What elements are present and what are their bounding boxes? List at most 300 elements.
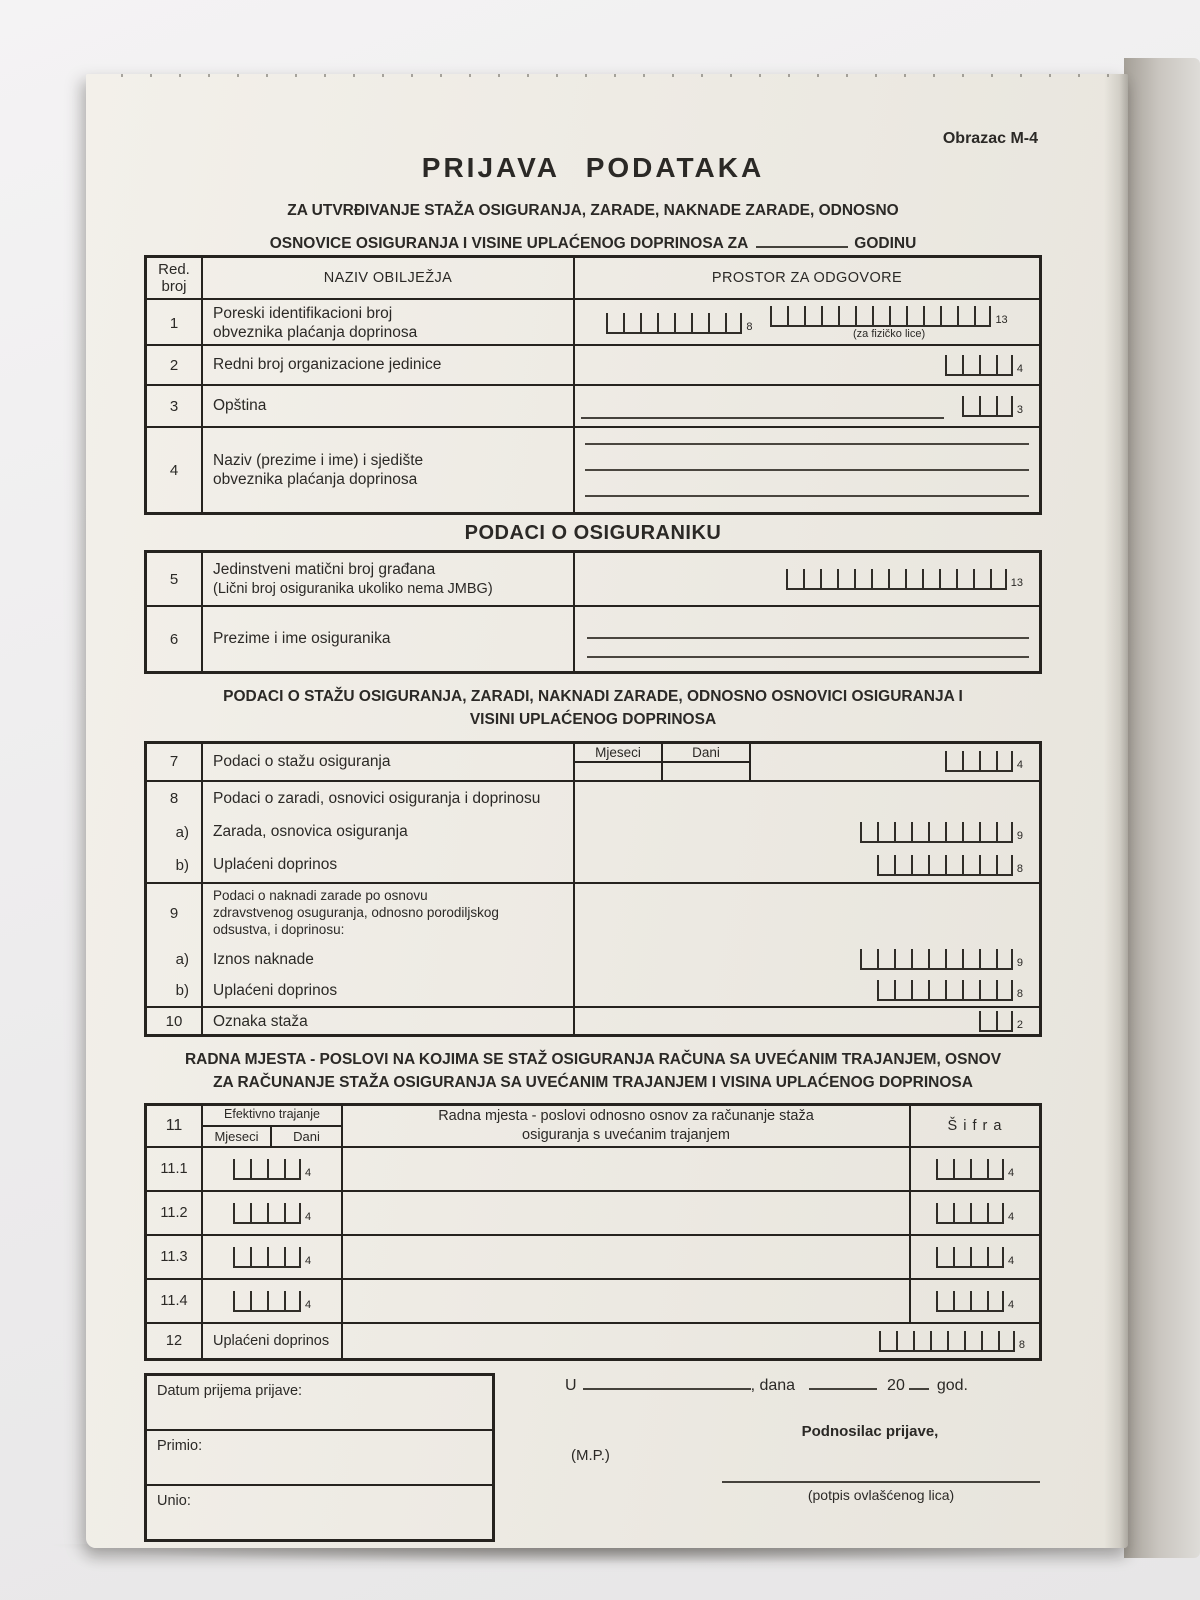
comb-cell — [854, 569, 871, 588]
subtable-header-mjeseci: Mjeseci — [575, 744, 663, 763]
form-content — [144, 74, 1042, 1542]
row-num: 12 — [147, 1324, 203, 1358]
comb-cells — [786, 569, 1007, 590]
row-12-doprinos — [147, 1324, 1039, 1358]
row-answer — [575, 553, 1039, 605]
subtable-header-dani: Dani — [663, 744, 751, 763]
comb-cells — [233, 1291, 301, 1312]
comb-cell — [250, 1159, 267, 1178]
row-6-prezime-ime — [147, 607, 1039, 671]
comb-cell — [804, 306, 821, 325]
opstina-write-line — [581, 417, 944, 419]
comb-cell — [922, 569, 939, 588]
row-answer — [575, 386, 1039, 426]
row-label: Iznos naknade — [203, 944, 575, 976]
radno-mjesto-cell — [343, 1236, 911, 1278]
row-answer — [575, 976, 1039, 1006]
comb-cell — [979, 855, 996, 874]
comb-cell-count-label: 8 — [746, 320, 753, 333]
comb-cell — [939, 569, 956, 588]
form-sheet — [86, 74, 1128, 1548]
comb-cell — [970, 1203, 987, 1222]
header-11: 11 — [147, 1106, 203, 1146]
header-radna-mjesta-desc — [343, 1106, 911, 1146]
section-staz-line1: PODACI O STAŽU OSIGURANJA, ZARADI, NAKNADI ZARADE, ODNOSNO OSNOVICI OSIGURANJA I — [223, 688, 963, 705]
comb-oznaka-staza — [979, 1011, 1023, 1032]
comb-cell — [962, 822, 979, 841]
comb-cell — [250, 1247, 267, 1266]
row-answer — [575, 816, 1039, 849]
comb-cell — [860, 949, 877, 968]
sifra-cell — [911, 1148, 1039, 1190]
comb-cell — [973, 569, 990, 588]
comb-cell — [877, 855, 894, 874]
comb-cells — [233, 1247, 301, 1268]
comb-cell — [913, 1331, 930, 1350]
row-num: b) — [147, 976, 203, 1006]
row-label-line2: zdravstvenog osuguranja, odnosno porodiljskog — [213, 905, 499, 921]
year-prefix: 20 — [887, 1377, 905, 1394]
comb-cell — [906, 306, 923, 325]
comb-cell — [896, 1331, 913, 1350]
row-num: 3 — [147, 386, 203, 426]
row-answer — [575, 944, 1039, 976]
row-label — [203, 553, 575, 605]
comb-cell — [872, 306, 889, 325]
row-answer — [575, 300, 1039, 347]
comb-cell — [945, 751, 962, 770]
comb-cell — [979, 980, 996, 999]
comb-cell — [233, 1247, 250, 1266]
comb-cell — [953, 1247, 970, 1266]
comb-cell — [996, 396, 1013, 415]
row-answer — [575, 884, 1039, 944]
header-prostor-za-odgovore: PROSTOR ZA ODGOVORE — [711, 270, 903, 286]
comb-cell — [979, 355, 996, 374]
comb-cells — [877, 855, 1013, 876]
comb-cell-count-label: 4 — [1007, 1298, 1015, 1311]
row-label-line1: Jedinstveni matični broj građana — [213, 561, 436, 579]
table-osiguranik — [144, 550, 1042, 674]
comb-sifra-11-4 — [936, 1291, 1014, 1312]
row-num: 5 — [147, 553, 203, 605]
row-num: 8 — [147, 782, 203, 816]
comb-cell — [940, 306, 957, 325]
comb-cell — [233, 1159, 250, 1178]
comb-cell — [674, 313, 691, 332]
year-write-line-short — [909, 1388, 929, 1390]
efektivno-trajanje-label: Efektivno trajanje — [203, 1106, 341, 1127]
comb-cell — [911, 980, 928, 999]
comb-cell — [838, 306, 855, 325]
comb-cell — [987, 1291, 1004, 1310]
comb-cells — [877, 980, 1013, 1001]
unio-row: Unio: — [157, 1493, 191, 1509]
comb-cell-count-label: 4 — [1016, 759, 1023, 771]
row-11-4 — [147, 1280, 1039, 1324]
row-label: Uplaćeni doprinos — [203, 1324, 343, 1358]
row-4-naziv-sjediste — [147, 428, 1039, 512]
place-u-label: U — [565, 1377, 577, 1394]
datum-prijema-row: Datum prijema prijave: — [147, 1376, 492, 1431]
form-subtitle-line1: ZA UTVRĐIVANJE STAŽA OSIGURANJA, ZARADE, NAKNADE ZARADE, ODNOSNO — [287, 202, 899, 219]
comb-opstina — [962, 396, 1023, 417]
comb-cell — [284, 1247, 301, 1266]
desc-line2: osiguranja s uvećanim trajanjem — [522, 1127, 730, 1143]
comb-iznos-naknade — [860, 949, 1023, 970]
form-title: PRIJAVA PODATAKA — [421, 152, 765, 183]
row-num: 4 — [147, 428, 203, 512]
comb-pib-13 — [770, 306, 1007, 327]
comb-cell — [953, 1291, 970, 1310]
comb-cells — [860, 949, 1013, 970]
mjeseci-dani-header — [203, 1127, 341, 1146]
section-radna-line1: RADNA MJESTA - POSLOVI NA KOJIMA SE STAŽ OSIGURANJA RAČUNA SA UVEĆANIM TRAJANJEM, OSNOV — [184, 1050, 1002, 1068]
comb-cell — [964, 1331, 981, 1350]
sifra-cell — [911, 1192, 1039, 1234]
comb-trajanje-11-3 — [233, 1247, 311, 1268]
comb-cell — [911, 949, 928, 968]
comb-cell — [979, 396, 996, 415]
comb-cell-count-label: 9 — [1016, 829, 1023, 842]
write-line — [587, 656, 1029, 658]
subtable-cell-mjeseci — [575, 763, 663, 780]
primio-row: Primio: — [147, 1431, 492, 1486]
comb-cell — [979, 822, 996, 841]
header-dani: Dani — [293, 1129, 320, 1144]
comb-cell — [996, 980, 1013, 999]
comb-cells — [936, 1291, 1004, 1312]
comb-cell — [956, 569, 973, 588]
subtable-cell-dani — [663, 763, 751, 780]
row-8-zarada-header — [147, 782, 1039, 816]
row-label — [203, 428, 575, 512]
comb-cell-count-label: 4 — [304, 1298, 312, 1311]
comb-cell — [267, 1159, 284, 1178]
trajanje-cell — [203, 1236, 343, 1278]
comb-cell — [996, 751, 1013, 770]
row-label-line1: Naziv (prezime i ime) i sjedište — [213, 451, 424, 469]
day-write-line — [809, 1388, 877, 1390]
comb-cell — [725, 313, 742, 332]
comb-cell — [979, 751, 996, 770]
trajanje-cell — [203, 1148, 343, 1190]
comb-cell — [996, 949, 1013, 968]
mjeseci-dani-subtable — [575, 744, 751, 780]
comb-cells — [936, 1247, 1004, 1268]
row-label-line2: obveznika plaćanja doprinosa — [213, 324, 418, 342]
comb-cell — [998, 1331, 1015, 1350]
comb-uplaceni-doprinos-8 — [877, 855, 1023, 876]
row-label-line3: odsustva, i doprinosu: — [213, 921, 345, 937]
row-11-1 — [147, 1148, 1039, 1192]
comb-cell — [786, 569, 803, 588]
row-10-oznaka-staza — [147, 1008, 1039, 1034]
comb-staz — [945, 751, 1023, 772]
row-8a-zarada — [147, 816, 1039, 849]
comb-cell — [987, 1203, 1004, 1222]
comb-trajanje-11-2 — [233, 1203, 311, 1224]
row-answer — [575, 1008, 1039, 1035]
year-write-line — [756, 246, 848, 248]
pib-note: (za fizičko lice) — [853, 328, 926, 341]
row-label: Zarada, osnovica osiguranja — [203, 816, 575, 849]
trajanje-cell — [203, 1280, 343, 1322]
row-2-org-jedinica — [147, 346, 1039, 386]
comb-cell — [987, 1247, 1004, 1266]
header-naziv-obiljezja: NAZIV OBILJEŽJA — [203, 258, 575, 298]
comb-cell — [770, 306, 787, 325]
comb-cell — [877, 822, 894, 841]
row-label: Opština — [203, 386, 575, 426]
row-num: 6 — [147, 607, 203, 671]
comb-cell — [970, 1291, 987, 1310]
comb-cells — [879, 1331, 1015, 1352]
god-label: god. — [936, 1377, 968, 1394]
pad-backing-pages — [1124, 58, 1200, 1558]
table-staz-zarada — [144, 741, 1042, 1037]
row-label-line2: obveznika plaćanja doprinosa — [213, 471, 418, 488]
row-answer — [575, 428, 1039, 512]
header-red: Red. — [158, 260, 190, 278]
row-3-opstina — [147, 386, 1039, 428]
comb-cell — [250, 1291, 267, 1310]
comb-cell — [962, 855, 979, 874]
comb-cell — [945, 822, 962, 841]
row-label: Podaci o stažu osiguranja — [203, 744, 575, 780]
row-num: 9 — [147, 884, 203, 944]
comb-cell — [894, 949, 911, 968]
row-answer — [343, 1324, 1039, 1358]
comb-cell-count-label: 8 — [1016, 988, 1023, 1000]
comb-cell — [233, 1203, 250, 1222]
comb-cell — [284, 1159, 301, 1178]
row-num: 10 — [147, 1008, 203, 1035]
comb-cell-count-label: 4 — [1016, 362, 1023, 375]
subtitle2-suffix: GODINU — [854, 235, 917, 252]
comb-cell — [936, 1291, 953, 1310]
comb-cell-count-label: 4 — [304, 1166, 312, 1179]
comb-cell — [821, 306, 838, 325]
comb-cell — [888, 569, 905, 588]
comb-cell — [691, 313, 708, 332]
comb-cell — [837, 569, 854, 588]
row-label-line1: Podaci o naknadi zarade po osnovu — [213, 888, 428, 904]
comb-cell — [962, 751, 979, 770]
table4-header-row — [147, 1106, 1039, 1148]
row-label: Uplaćeni doprinos — [203, 849, 575, 882]
row-9-naknada-header — [147, 884, 1039, 944]
comb-cell — [957, 306, 974, 325]
comb-sifra-11-1 — [936, 1159, 1014, 1180]
row-label — [203, 300, 575, 347]
comb-cell — [267, 1291, 284, 1310]
comb-cells — [770, 306, 991, 327]
row-7-staz — [147, 744, 1039, 782]
comb-cell — [860, 822, 877, 841]
comb-cell — [962, 949, 979, 968]
comb-cell — [871, 569, 888, 588]
comb-cells — [945, 751, 1013, 772]
comb-naknada-doprinos — [877, 980, 1023, 1001]
comb-zarada — [860, 822, 1023, 843]
comb-cell — [928, 855, 945, 874]
comb-cell — [708, 313, 725, 332]
comb-cell — [953, 1159, 970, 1178]
comb-cell — [820, 569, 837, 588]
comb-cell — [284, 1291, 301, 1310]
comb-cell — [928, 949, 945, 968]
row-answer — [575, 849, 1039, 882]
trajanje-cell — [203, 1192, 343, 1234]
row-label-line1: Poreski identifikacioni broj — [213, 305, 393, 322]
header-red-broj — [147, 258, 203, 298]
comb-cells — [945, 355, 1013, 376]
row-8b-doprinos — [147, 849, 1039, 884]
comb-cell — [996, 1011, 1013, 1030]
row-5-jmbg — [147, 553, 1039, 607]
comb-cell — [877, 980, 894, 999]
header-sifra: Š i f r a — [947, 1118, 1003, 1134]
comb-cells — [233, 1203, 301, 1224]
comb-cell — [879, 1331, 896, 1350]
pib-13-group — [770, 306, 1007, 340]
sifra-cell — [911, 1236, 1039, 1278]
pib-comb-group — [575, 306, 1039, 340]
comb-cell — [970, 1247, 987, 1266]
comb-cell — [953, 1203, 970, 1222]
section-title-osiguranik: PODACI O OSIGURANIKU — [464, 522, 722, 544]
write-line — [585, 495, 1029, 497]
signature-line-label: (potpis ovlašćenog lica) — [722, 1481, 1040, 1503]
comb-cell — [877, 949, 894, 968]
comb-cell — [979, 1011, 996, 1030]
comb-cell — [945, 855, 962, 874]
dana-label: , dana — [750, 1377, 796, 1394]
comb-cell — [974, 306, 991, 325]
row-num: 11.2 — [147, 1192, 203, 1234]
section-title-radna-mjesta — [144, 1048, 1042, 1095]
comb-doprinos-12 — [879, 1331, 1025, 1352]
footer — [144, 1373, 1042, 1542]
comb-cell — [233, 1291, 250, 1310]
comb-cell-count-label: 4 — [1007, 1210, 1015, 1223]
comb-cell — [855, 306, 872, 325]
comb-cell-count-label: 4 — [1007, 1166, 1015, 1179]
comb-cell — [936, 1247, 953, 1266]
table1-header-row — [147, 258, 1039, 300]
comb-cell — [945, 355, 962, 374]
comb-cell — [894, 822, 911, 841]
comb-cell — [640, 313, 657, 332]
row-label: Oznaka staža — [203, 1008, 575, 1035]
row-label: Podaci o zaradi, osnovici osiguranja i doprinosu — [203, 782, 575, 816]
form-subtitle-line2 — [144, 235, 1042, 253]
radno-mjesto-cell — [343, 1280, 911, 1322]
comb-cell — [623, 313, 640, 332]
header-efektivno-trajanje — [203, 1106, 343, 1146]
row-num: a) — [147, 944, 203, 976]
comb-cell-count-label: 3 — [1016, 403, 1023, 416]
comb-cell — [606, 313, 623, 332]
comb-cell — [905, 569, 922, 588]
comb-jmbg — [786, 569, 1023, 590]
comb-cells — [979, 1011, 1013, 1032]
comb-cell — [911, 822, 928, 841]
comb-cell — [981, 1331, 998, 1350]
comb-cell-count-label: 13 — [1010, 576, 1023, 589]
write-line — [585, 443, 1029, 445]
comb-cell — [657, 313, 674, 332]
comb-cell — [894, 855, 911, 874]
write-line — [585, 469, 1029, 471]
footer-right — [547, 1373, 1042, 1523]
row-label: Redni broj organizacione jedinice — [203, 346, 575, 384]
comb-cell — [947, 1331, 964, 1350]
comb-cell — [787, 306, 804, 325]
comb-cell — [267, 1247, 284, 1266]
radno-mjesto-cell — [343, 1192, 911, 1234]
row-num: a) — [147, 816, 203, 849]
comb-cell — [894, 980, 911, 999]
row-9a-iznos-naknade — [147, 944, 1039, 976]
comb-org-jedinica — [945, 355, 1023, 376]
row-num: b) — [147, 849, 203, 882]
mp-stamp-label: (M.P.) — [571, 1447, 610, 1464]
comb-cell — [928, 980, 945, 999]
row-num: 1 — [147, 300, 203, 347]
comb-cell-count-label: 9 — [1016, 957, 1023, 969]
comb-cell — [936, 1159, 953, 1178]
row-num: 2 — [147, 346, 203, 384]
comb-trajanje-11-4 — [233, 1291, 311, 1312]
comb-cell — [250, 1203, 267, 1222]
row-num: 7 — [147, 744, 203, 780]
comb-cell-count-label: 4 — [304, 1254, 312, 1267]
comb-cells — [233, 1159, 301, 1180]
comb-trajanje-11-1 — [233, 1159, 311, 1180]
comb-cell — [911, 855, 928, 874]
row-11-3 — [147, 1236, 1039, 1280]
comb-cell — [990, 569, 1007, 588]
comb-cell — [996, 355, 1013, 374]
desc-line1: Radna mjesta - poslovi odnosno osnov za računanje staža — [438, 1108, 814, 1125]
comb-cell — [970, 1159, 987, 1178]
comb-cells — [936, 1203, 1004, 1224]
row-answer — [575, 607, 1039, 671]
header-mjeseci: Mjeseci — [203, 1127, 272, 1146]
comb-cell — [923, 306, 940, 325]
row-11-2 — [147, 1192, 1039, 1236]
comb-cell-count-label: 13 — [995, 314, 1008, 327]
row-label-line2: (Lični broj osiguranika ukoliko nema JMBG) — [213, 580, 493, 597]
comb-cells — [936, 1159, 1004, 1180]
comb-cells — [962, 396, 1013, 417]
row-answer — [575, 782, 1039, 816]
table-radna-mjesta — [144, 1103, 1042, 1361]
comb-pib-8 — [606, 313, 752, 334]
comb-cell — [945, 949, 962, 968]
header-broj: broj — [161, 278, 187, 295]
subtitle2-prefix: OSNOVICE OSIGURANJA I VISINE UPLAĆENOG DOPRINOSA ZA — [269, 235, 749, 252]
comb-cell — [962, 980, 979, 999]
comb-cell — [284, 1203, 301, 1222]
comb-cell-count-label: 8 — [1018, 1338, 1025, 1351]
sifra-cell — [911, 1280, 1039, 1322]
table-obveznik — [144, 255, 1042, 515]
comb-cell — [996, 822, 1013, 841]
radno-mjesto-cell — [343, 1148, 911, 1190]
